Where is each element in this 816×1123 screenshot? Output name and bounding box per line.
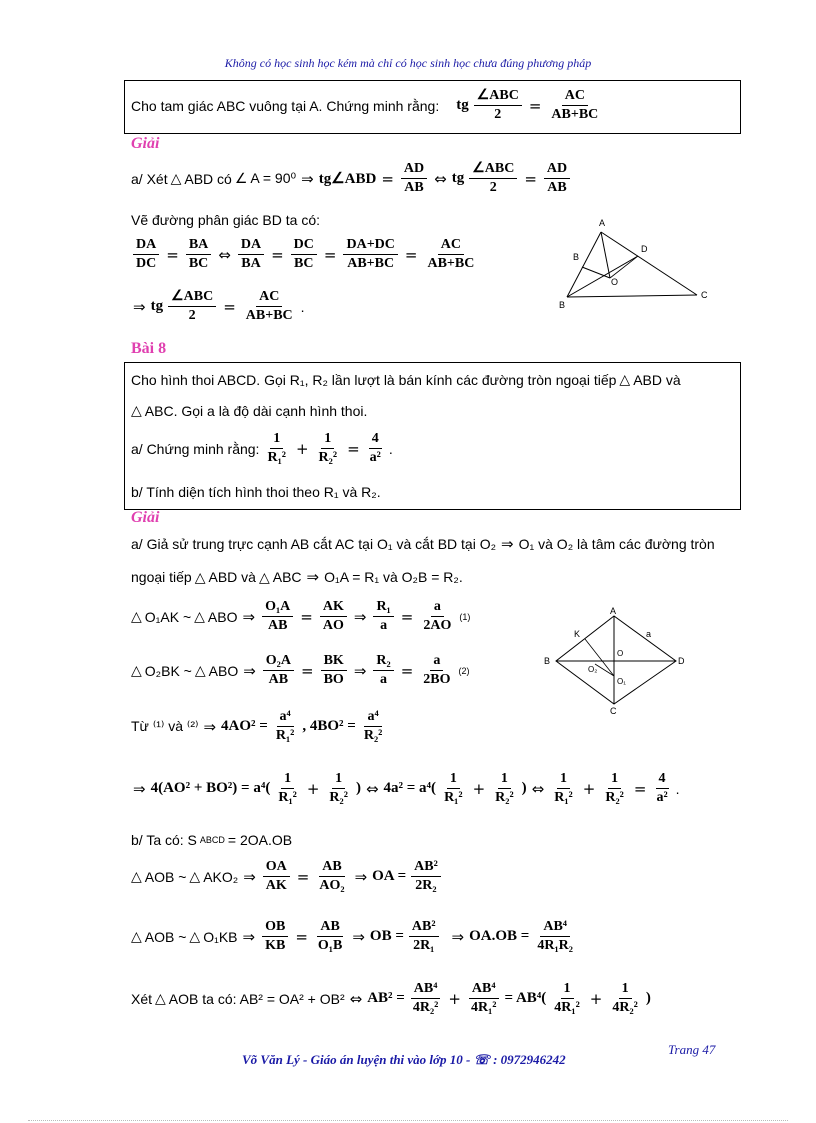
solution-8-b-line-3: △ AOB ~ △ O₁KB ⇒ $\frac{OB}{KB}$ = $\frac{AB}{\text{O₁B}}$ ⇒ OB = $\frac{\text{AB²}}{\text{2R₁}}$ ⇒ OA.OB = $\frac{\text{AB⁴}}{\text{4R₁R₂}}$ [131, 919, 573, 953]
solution-8-similar-1: △ O₁AK ~ △ ABO ⇒ $\frac{\text{O₁A}}{AB}$ = $\frac{AK}{AO}$ ⇒ $\frac{\text{R₁}}{a}$ = $\frac{a}{2AO}$ (1) [131, 599, 471, 633]
solution-8-b-line-1: b/ Ta có: S ABCD = 2OA.OB [131, 832, 293, 848]
label-B: B [559, 300, 566, 310]
label-O2: O₂ [588, 665, 598, 674]
solution-7-line-2: Vẽ đường phân giác BD ta có: [131, 212, 320, 228]
problem-8-line-2: △ ABC. Gọi a là độ dài cạnh hình thoi. [131, 402, 368, 419]
problem-8-line-3: a/ Chứng minh rằng: $\frac{1}{\text{R₁²}}$ + $\frac{1}{\text{R₂²}}$ = $\frac{4}{\text{a²}}$ . [131, 431, 393, 465]
solution-7-line-1: a/ Xét △ ABD có ∠ A = 90⁰ ⇒ tg∠ABD = $\frac{AD}{AB}$ ⇔ tg $\frac{\text{∠ABC}}{2}$ = $\frac{AD}{AB}$ [131, 160, 572, 197]
label-B-side: B [573, 252, 580, 262]
solution-7-line-4: ⇒ tg $\frac{\text{∠ABC}}{2}$ = $\frac{AC}{AB+BC}$ . [133, 289, 305, 323]
exercise-8-title: Bài 8 [131, 340, 167, 357]
label-A: A [599, 218, 606, 228]
solution-8-line-2: ngoại tiếp △ ABD và △ ABC ⇒ O₁A = R₁ và O₂B = R₂. [131, 568, 463, 586]
label-O: O [617, 649, 624, 658]
solution-8-similar-2: △ O₂BK ~ △ ABO ⇒ $\frac{\text{O₂A}}{AB}$ = $\frac{BK}{BO}$ ⇒ $\frac{\text{R₂}}{a}$ = $\frac{a}{2BO}$ (2) [131, 653, 470, 687]
problem-8-line-1: Cho hình thoi ABCD. Gọi R₁, R₂ lần lượt là bán kính các đường tròn ngoại tiếp △ ABD và [131, 371, 681, 388]
label-O1: O₁ [617, 677, 626, 686]
solution-label: Giải [131, 135, 160, 152]
solution-label-2: Giải [131, 509, 160, 526]
label-B: B [544, 656, 551, 666]
label-C: C [610, 706, 617, 716]
solution-8-line-1: a/ Giả sử trung trực cạnh AB cắt AC tại O₁ và cắt BD tại O₂ ⇒ O₁ và O₂ là tâm các đường tròn [131, 535, 715, 553]
page-header: Không có học sinh học kém mà chỉ có học sinh học chưa đúng phương pháp [224, 56, 592, 70]
solution-8-b-line-4: Xét △ AOB ta có: AB² = OA² + OB² ⇔ AB² = $\frac{\text{AB⁴}}{\text{4R₂²}}$ + $\frac{\text{AB⁴}}{\text{4R₁²}}$ = AB⁴( $\frac{1}{\text{4R₁²}}$ + $\frac{1}{\text{4R₂²}}$ ) [131, 981, 651, 1015]
solution-8-line-from12: Từ ⁽¹⁾ và ⁽²⁾ ⇒ 4AO² = $\frac{\text{a⁴}}{\text{R₁²}}$ , 4BO² = $\frac{\text{a⁴}}{\text{R₂²}}$ [131, 709, 383, 743]
rhombus-figure [540, 606, 700, 716]
bottom-divider [28, 1120, 788, 1121]
label-A: A [610, 606, 617, 616]
label-K: K [574, 629, 581, 639]
fraction: $\frac{AC}{AB+BC}$ [551, 88, 599, 122]
label-a: a [646, 629, 652, 639]
page-number: Trang 47 [668, 1042, 716, 1057]
label-C: C [701, 290, 708, 300]
solution-7-line-3: $\frac{DA}{DC}$ = $\frac{BA}{BC}$ ⇔ $\frac{DA}{BA}$ = $\frac{DC}{BC}$ = $\frac{DA+DC}{AB+BC}$ = $\frac{AC}{AB+BC}$ [131, 236, 479, 273]
label-D: D [678, 656, 685, 666]
triangle-figure [555, 212, 715, 312]
footer-text: Võ Văn Lý - Giáo án luyện thi vào lớp 10 - ☏ : 0972946242 [242, 1052, 566, 1067]
solution-8-line-sum: ⇒ 4(AO² + BO²) = a⁴( $\frac{1}{\text{R₁²}}$ + $\frac{1}{\text{R₂²}}$ ) ⇔ 4a² = a⁴( $\frac{1}{\text{R₁²}}$ + $\frac{1}{\text{R₂²}}$ ) ⇔ $\frac{1}{\text{R₁²}}$ + $\frac{1}{\text{R₂²}}$ = $\frac{4}{\text{a²}}$ . [133, 771, 680, 805]
fraction: $\frac{\text{∠ABC}}{2}$ [474, 87, 522, 124]
label-O: O [611, 277, 619, 287]
solution-8-b-line-2: △ AOB ~ △ AKO₂ ⇒ $\frac{OA}{AK}$ = $\frac{AB}{\text{AO₂}}$ ⇒ OA = $\frac{\text{AB²}}{\text{2R₂}}$ [131, 858, 443, 895]
problem-7-statement: Cho tam giác ABC vuông tại A. Chứng minh rằng: tg $\frac{\text{∠ABC}}{2}$ = $\frac{AC}{AB+BC}$ [131, 87, 603, 124]
label-D: D [641, 244, 648, 254]
problem-8-line-4: b/ Tính diện tích hình thoi theo R₁ và R₂. [131, 484, 381, 500]
